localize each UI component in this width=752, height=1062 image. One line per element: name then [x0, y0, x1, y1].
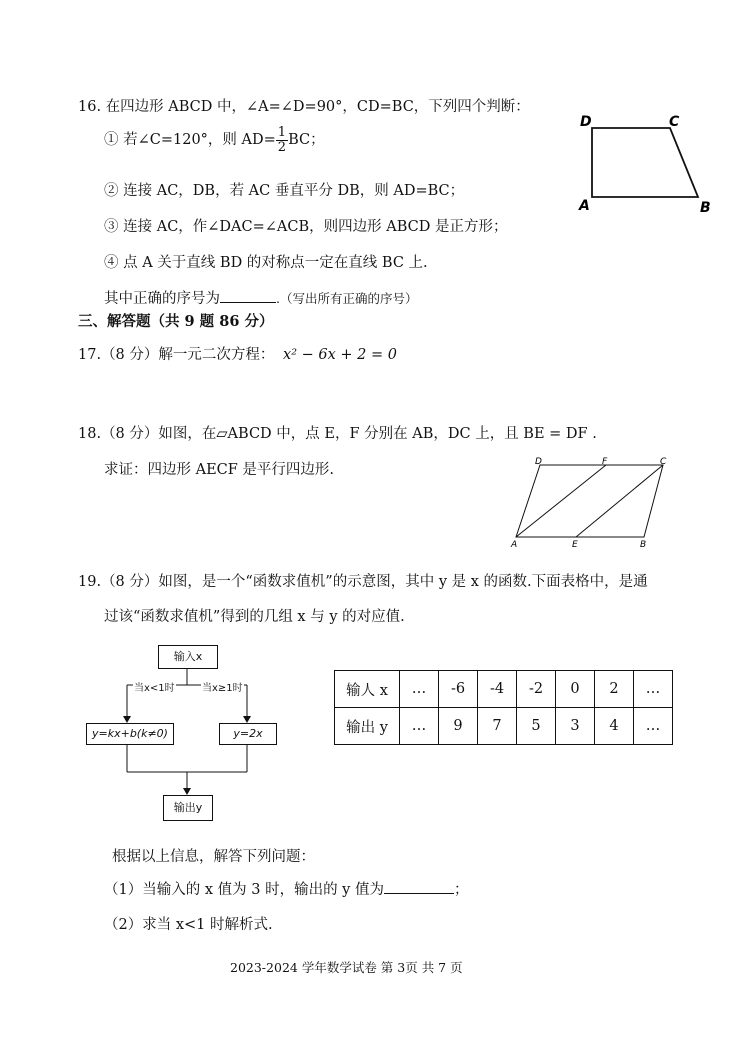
segment-af	[516, 465, 606, 537]
q16-option-1	[104, 124, 325, 156]
table-cell: …	[400, 671, 439, 708]
q19-sub-1-blank	[384, 879, 454, 894]
table-cell: …	[400, 708, 439, 745]
label-A: A	[511, 540, 518, 550]
q18	[78, 422, 597, 443]
q17	[78, 343, 397, 364]
label-A: A	[579, 198, 590, 214]
label-D: D	[535, 457, 542, 467]
flow-output-box: 输出y	[163, 795, 213, 821]
segment-ec	[576, 465, 663, 537]
label-F: F	[602, 457, 608, 467]
table-cell: 5	[517, 708, 556, 745]
q16-option-2: ② 连接 AC，DB，若 AC 垂直平分 DB，则 AD=BC；	[104, 183, 465, 199]
q19-sub-2: （2）求当 x<1 时解析式.	[104, 917, 273, 933]
q19-number: 19.	[78, 574, 102, 590]
table-cell: -4	[478, 671, 517, 708]
q18-text: （8 分）如图，在▱ABCD 中，点 E，F 分别在 AB，DC 上，且 BE = DF .	[101, 426, 597, 442]
q16-stem-text: 在四边形 ABCD 中，∠A=∠D=90°，CD=BC，下列四个判断：	[105, 99, 530, 115]
flow-cond-left: 当x<1时	[133, 679, 176, 694]
q16-number: 16.	[78, 99, 102, 115]
q17-number: 17.	[78, 347, 102, 363]
table-cell: 输出 y	[335, 708, 400, 745]
label-E: E	[572, 540, 578, 550]
table-cell: 4	[595, 708, 634, 745]
q18-prove: 求证：四边形 AECF 是平行四边形.	[104, 462, 335, 478]
arrowhead-right	[243, 716, 251, 723]
q18-parallelogram-figure	[500, 455, 680, 550]
q19-value-table	[334, 670, 673, 745]
table-cell: -2	[517, 671, 556, 708]
table-cell: …	[634, 671, 673, 708]
q16-answer-line	[104, 287, 417, 308]
table-row-input	[335, 671, 673, 708]
q19-line-1-text: （8 分）如图，是一个“函数求值机”的示意图，其中 y 是 x 的函数.下面表格中，是通	[101, 574, 648, 590]
label-B: B	[700, 200, 711, 216]
q16-answer-blank	[220, 288, 276, 303]
q19-line-2: 过该“函数求值机”得到的几组 x 与 y 的对应值.	[104, 609, 405, 625]
table-cell: 输人 x	[335, 671, 400, 708]
q19-intro: 根据以上信息，解答下列问题：	[112, 849, 315, 865]
label-C: C	[660, 457, 667, 467]
q16-answer-note: .（写出所有正确的序号）	[276, 291, 418, 306]
q19-sub-1-text: （1）当输入的 x 值为 3 时，输出的 y 值为	[104, 882, 384, 898]
label-B: B	[640, 540, 647, 550]
q16-option-1-tail: BC；	[288, 132, 325, 148]
table-cell: 2	[595, 671, 634, 708]
arrowhead-output	[183, 788, 191, 795]
q18-number: 18.	[78, 426, 102, 442]
table-cell: …	[634, 708, 673, 745]
q19-sub-1: （1）当输入的 x 值为 3 时，输出的 y 值为 ；	[104, 878, 468, 899]
flow-input-box: 输入x	[158, 645, 218, 669]
q16-stem	[78, 95, 530, 116]
table-cell: 7	[478, 708, 517, 745]
label-D: D	[580, 114, 592, 130]
page-footer: 2023-2024 学年数学试卷 第 3页 共 7 页	[230, 960, 463, 975]
table-cell: -6	[439, 671, 478, 708]
table-cell: 9	[439, 708, 478, 745]
table-row-output	[335, 708, 673, 745]
q17-equation: x² − 6x + 2 = 0	[283, 347, 397, 363]
section-3-title: 三、解答题（共 9 题 86 分）	[78, 313, 274, 330]
q16-trapezoid-figure	[570, 108, 720, 218]
flow-cond-right: 当x≥1时	[201, 679, 244, 694]
table-cell: 0	[556, 671, 595, 708]
flow-left-box: y=kx+b(k≠0)	[86, 723, 174, 745]
fraction-one-half: $\frac{1}{2}$	[277, 124, 287, 155]
label-C: C	[669, 114, 680, 130]
q16-option-4: ④ 点 A 关于直线 BD 的对称点一定在直线 BC 上.	[104, 255, 428, 271]
q17-text: （8 分）解一元二次方程：	[101, 347, 275, 363]
q16-answer-prompt: 其中正确的序号为	[104, 291, 220, 307]
q19-line-1	[78, 570, 648, 591]
trapezoid-abcd	[592, 128, 698, 197]
table-cell: 3	[556, 708, 595, 745]
q16-option-1-text: ① 若∠C=120°，则 AD=	[104, 132, 276, 148]
q16-option-3: ③ 连接 AC，作∠DAC=∠ACB，则四边形 ABCD 是正方形；	[104, 219, 508, 235]
arrowhead-left	[123, 716, 131, 723]
flow-right-box: y=2x	[219, 723, 277, 745]
